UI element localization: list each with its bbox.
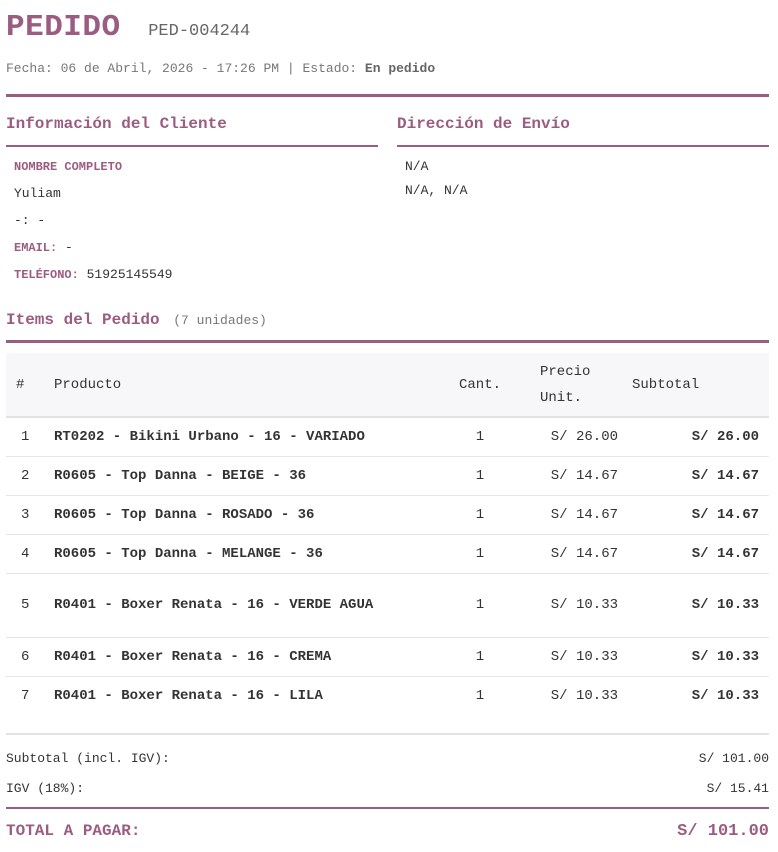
row-subtotal: S/ 10.33: [618, 573, 769, 637]
table-row: [6, 456, 769, 495]
row-subtotal: S/ 26.00: [618, 417, 769, 456]
row-num: 7: [21, 687, 30, 704]
total-row: [6, 822, 769, 840]
row-subtotal: S/ 10.33: [691, 687, 759, 704]
col-num: #: [6, 353, 54, 417]
row-product: R0605 - Top Danna - MELANGE - 36: [54, 534, 434, 573]
status-label: Estado:: [302, 61, 358, 76]
col-qty: Cant.: [434, 353, 526, 417]
igv-value: S/ 15.41: [706, 781, 769, 796]
date-label: Fecha:: [6, 61, 53, 76]
phone-value: 51925145549: [86, 267, 173, 282]
row-price: S/ 14.67: [526, 534, 618, 573]
items-heading-row: [6, 311, 267, 329]
shipping-heading: Dirección de Envío: [397, 115, 570, 133]
col-price: Precio Unit.: [526, 353, 618, 417]
shipping-line-1: N/A: [405, 159, 429, 174]
phone-label: TELÉFONO:: [14, 268, 79, 282]
row-num: 2: [6, 456, 54, 495]
igv-label: IGV (18%):: [6, 781, 85, 796]
row-num: 4: [6, 534, 54, 573]
table-row: [6, 676, 769, 715]
table-header-row: [6, 353, 769, 417]
doc-value: -: [37, 213, 46, 228]
row-qty: 1: [434, 495, 526, 534]
subtotal-row: [6, 751, 769, 766]
row-price: S/ 10.33: [550, 687, 618, 704]
row-qty: 1: [434, 534, 526, 573]
client-info: [14, 158, 172, 293]
date-value: 06 de Abril, 2026 - 17:26 PM: [60, 61, 280, 76]
table-row: [6, 534, 769, 573]
row-num: 6: [6, 637, 54, 676]
row-product: R0605 - Top Danna - BEIGE - 36: [54, 456, 434, 495]
total-label: TOTAL A PAGAR:: [6, 822, 141, 840]
doc-label: -:: [14, 213, 30, 228]
table-row: [6, 637, 769, 676]
total-divider: [6, 807, 769, 809]
row-product: RT0202 - Bikini Urbano - 16 - VARIADO: [54, 417, 434, 456]
row-product: R0401 - Boxer Renata - 16 - LILA: [54, 687, 323, 704]
client-heading-rule: [6, 145, 378, 147]
row-price: S/ 14.67: [526, 456, 618, 495]
table-row: [6, 495, 769, 534]
col-subtotal: Subtotal: [618, 353, 769, 417]
status-value: En pedido: [364, 61, 436, 76]
row-qty: 1: [434, 637, 526, 676]
row-product: R0401 - Boxer Renata - 16 - VERDE AGUA: [54, 573, 434, 637]
row-product: R0401 - Boxer Renata - 16 - CREMA: [54, 637, 434, 676]
row-subtotal: S/ 14.67: [618, 534, 769, 573]
row-price: S/ 26.00: [526, 417, 618, 456]
row-subtotal: S/ 14.67: [618, 495, 769, 534]
table-row: [6, 417, 769, 456]
shipping-heading-rule: [397, 145, 769, 147]
row-subtotal: S/ 14.67: [618, 456, 769, 495]
email-value: -: [65, 240, 73, 255]
total-value: S/ 101.00: [677, 822, 769, 841]
table-row: [6, 573, 769, 637]
client-heading: Información del Cliente: [6, 115, 227, 133]
name-label: NOMBRE COMPLETO: [14, 160, 123, 174]
order-code: PED-004244: [148, 22, 251, 41]
subtotal-value: S/ 101.00: [698, 751, 769, 766]
row-num: 5: [6, 573, 54, 637]
row-qty: 1: [434, 456, 526, 495]
title-row: [6, 10, 250, 46]
page-title: PEDIDO: [6, 10, 121, 45]
igv-row: [6, 781, 769, 796]
totals-divider: [6, 733, 769, 735]
col-product: Producto: [54, 353, 434, 417]
row-price: S/ 14.67: [526, 495, 618, 534]
email-label: EMAIL:: [14, 241, 58, 255]
items-heading: Items del Pedido: [6, 311, 160, 329]
meta-separator: |: [286, 61, 295, 76]
name-value: Yuliam: [14, 186, 61, 201]
row-subtotal: S/ 10.33: [618, 637, 769, 676]
row-num: 1: [6, 417, 54, 456]
items-units: (7 unidades): [173, 313, 267, 328]
header-divider: [6, 94, 769, 97]
row-qty: 1: [475, 687, 485, 704]
row-price: S/ 10.33: [526, 573, 618, 637]
order-meta: [6, 61, 435, 76]
row-num: 3: [6, 495, 54, 534]
row-qty: 1: [434, 573, 526, 637]
shipping-info: [405, 158, 467, 206]
items-heading-rule: [6, 340, 769, 343]
shipping-line-2: N/A, N/A: [405, 183, 468, 198]
row-product: R0605 - Top Danna - ROSADO - 36: [54, 495, 434, 534]
items-table: [6, 353, 769, 715]
row-price: S/ 10.33: [526, 637, 618, 676]
row-qty: 1: [434, 417, 526, 456]
subtotal-label: Subtotal (incl. IGV):: [6, 751, 170, 766]
